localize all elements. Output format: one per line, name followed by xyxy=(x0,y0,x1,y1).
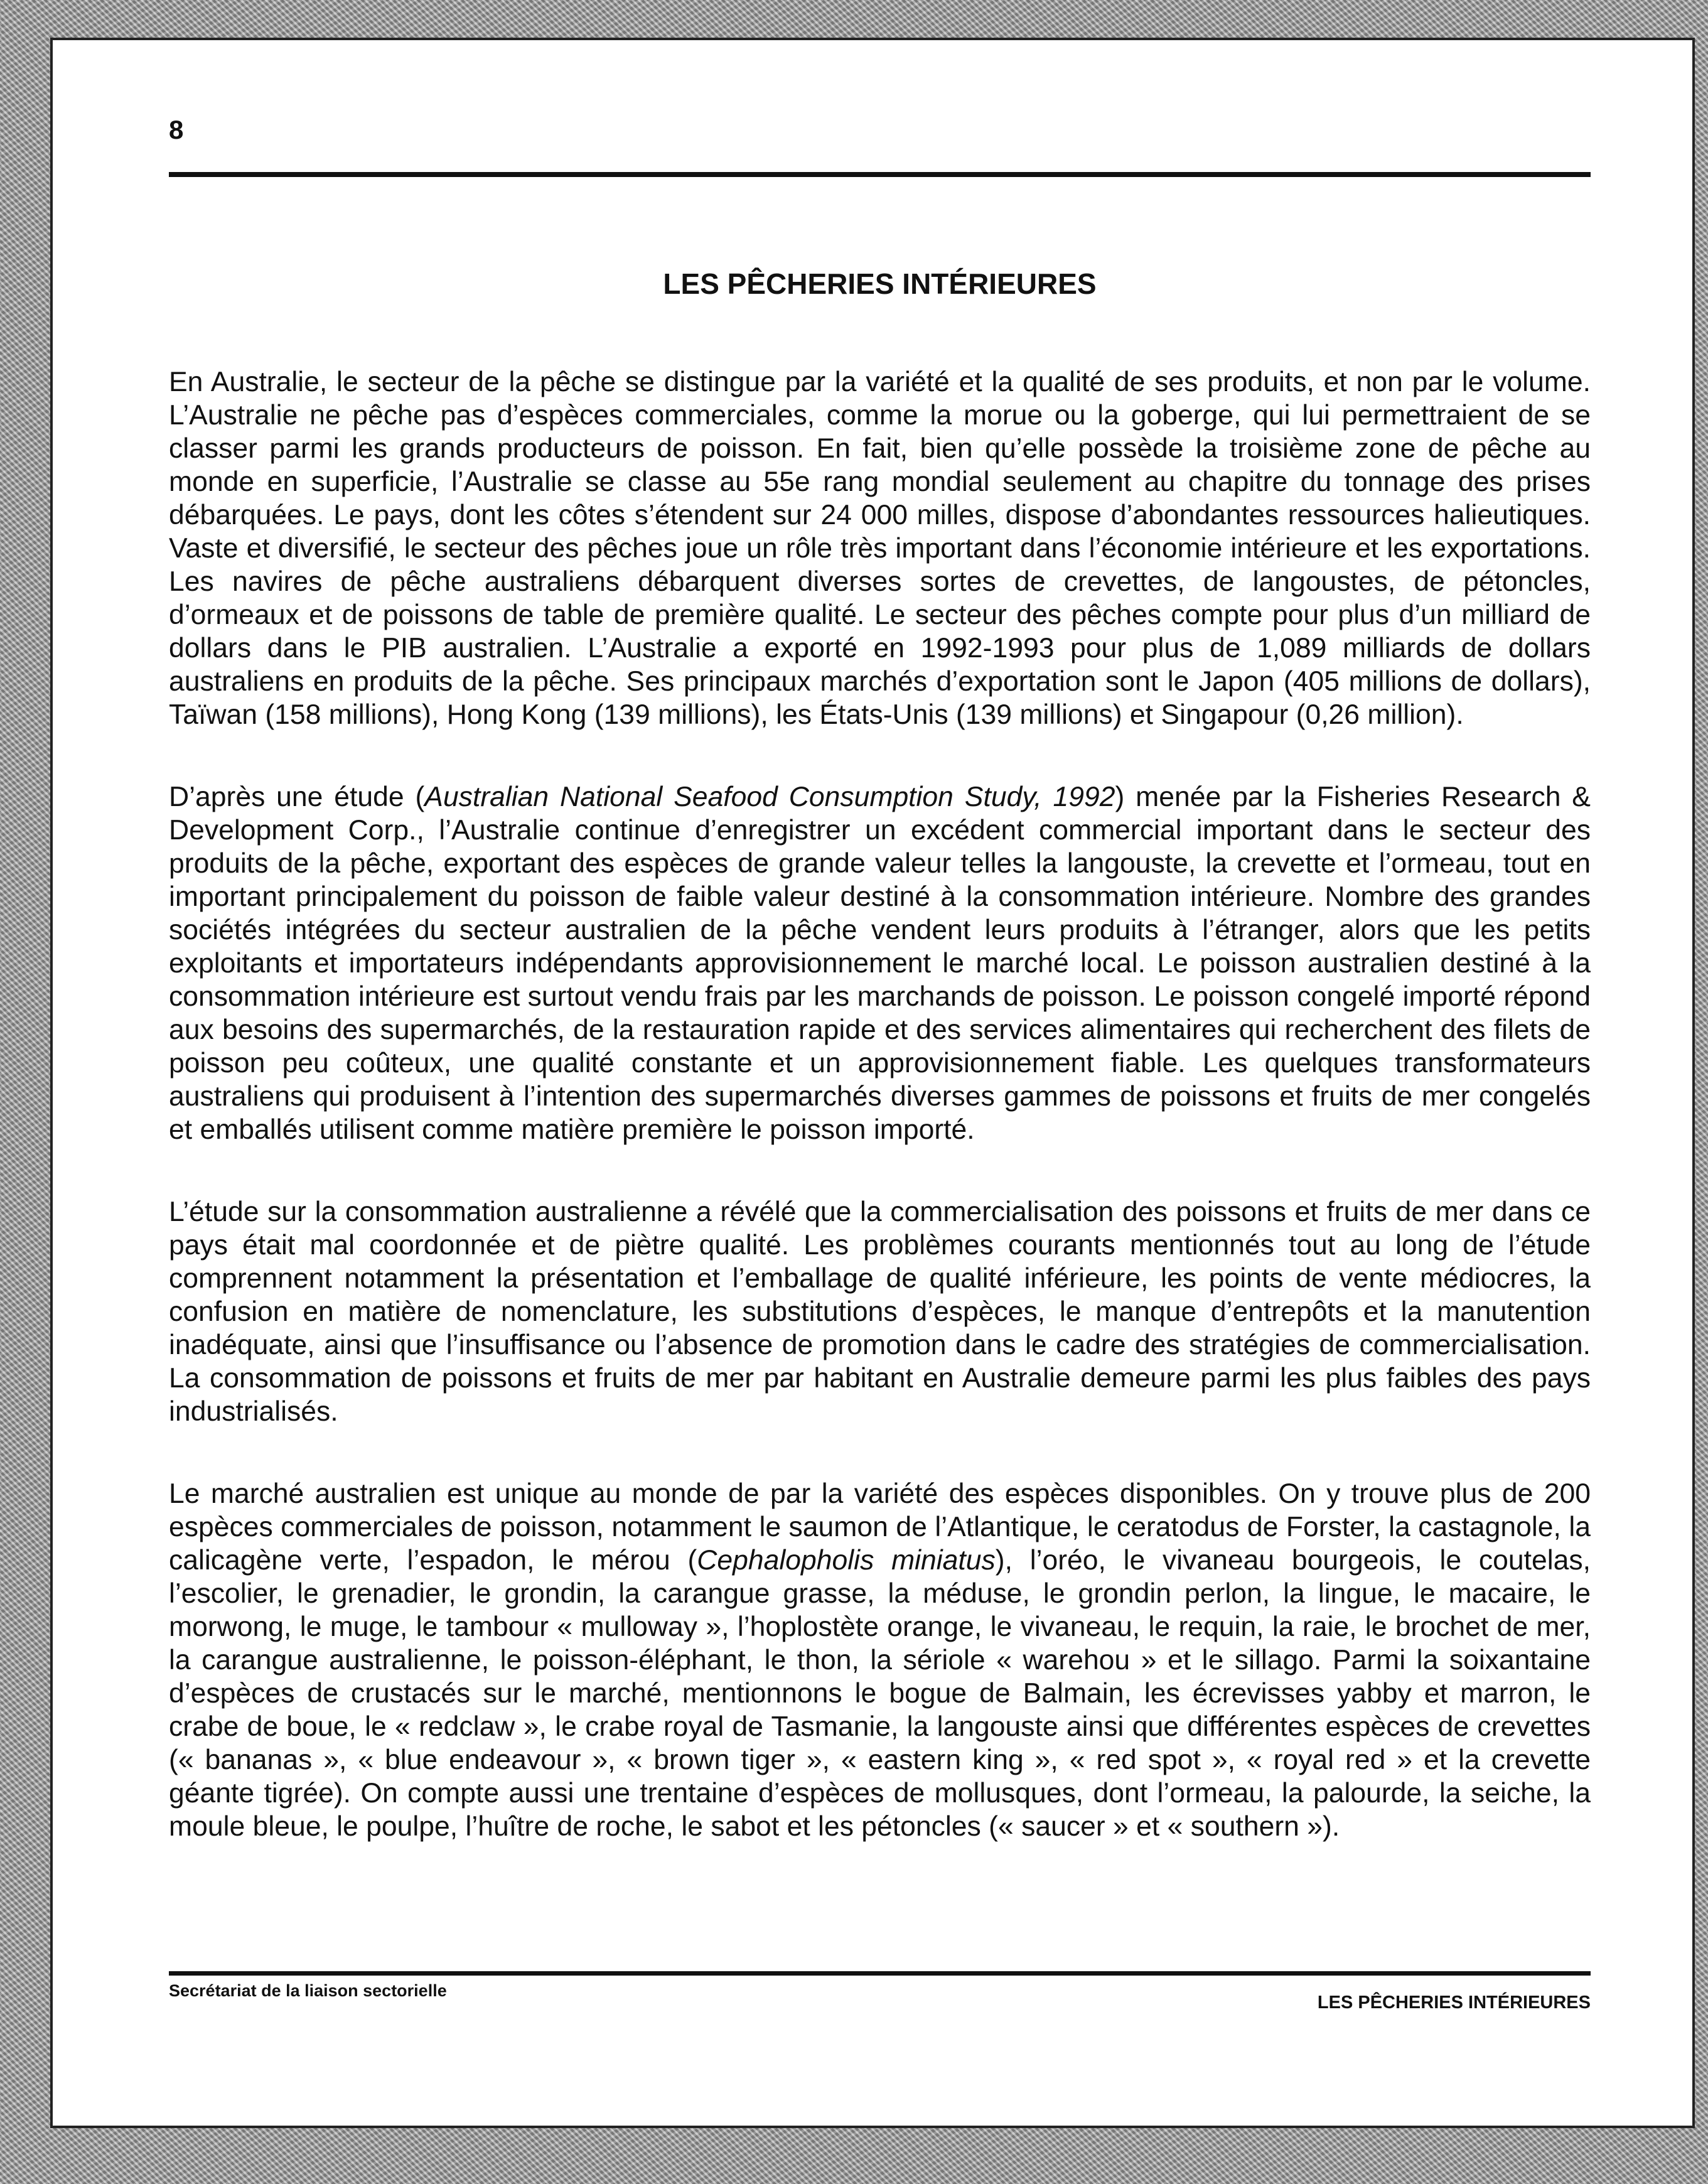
paragraph-4-rest: ), l’oréo, le vivaneau bourgeois, le coutelas, l’escolier, le grenadier, le grondin, la carangue grasse, la méduse, le grondin perlon, la lingue, le macaire, le morwong, le muge, le tambour « mulloway », l’hoplostète orange, le vivaneau, le requin, la raie, le brochet de mer, la carangue australienne, le poisson-éléphant, le thon, la sériole « warehou » et le sillago. Parmi la soixantaine d’espèces de crustacés sur le marché, mentionnons le bogue de Balmain, les écrevisses yabby et marron, le crabe de boue, le « redclaw », le crabe royal de Tasmanie, la langouste ainsi que différentes espèces de crevettes (« bananas », « blue endeavour », « brown tiger », « eastern king », « red spot », « royal red » et la crevette géante tigrée). On compte aussi une trentaine d’espèces de mollusques, dont l’ormeau, la palourde, la seiche, la moule bleue, le poulpe, l’huître de roche, le sabot et les pétoncles (« saucer » et « southern »). xyxy=(169,1545,1591,1842)
paragraph-2-rest: ) menée par la Fisheries Research & Development Corp., l’Australie continue d’enregistrer un excédent commercial important dans le secteur des produits de la pêche, exportant des espèces de grande valeur telles la langouste, la crevette et l’ormeau, tout en important principalement du poisson de faible valeur destiné à la consommation intérieure. Nombre des grandes sociétés intégrées du secteur australien de la pêche vendent leurs produits à l’étranger, alors que les petits exploitants et importateurs indépendants approvisionnement le marché local. Le poisson australien destiné à la consommation intérieure est surtout vendu frais par les marchands de poisson. Le poisson congelé importé répond aux besoins des supermarchés, de la restauration rapide et des services alimentaires qui recherchent des filets de poisson peu coûteux, une qualité constante et un approvisionnement fiable. Les quelques transformateurs australiens qui produisent à l’intention des supermarchés diverses gammes de poissons et fruits de mer congelés et emballés utilisent comme matière première le poisson importé. xyxy=(169,782,1591,1145)
paragraph-2 xyxy=(169,780,1591,1146)
footer-section-title: LES PÊCHERIES INTÉRIEURES xyxy=(1317,1993,1591,2013)
paragraph-3: L’étude sur la consommation australienne a révélé que la commercialisation des poissons et fruits de mer dans ce pays était mal coordonnée et de piètre qualité. Les problèmes courants mentionnés tout au long de l’étude comprennent notamment la présentation et l’emballage de qualité inférieure, les points de vente médiocres, la confusion en matière de nomenclature, les substitutions d’espèces, le manque d’entrepôts et la manutention inadéquate, ainsi que l’insuffisance ou l’absence de promotion dans le cadre des stratégies de commercialisation. La consommation de poissons et fruits de mer par habitant en Australie demeure parmi les plus faibles des pays industrialisés. xyxy=(169,1197,1591,1427)
paragraph-4 xyxy=(169,1477,1591,1843)
paragraph-1: En Australie, le secteur de la pêche se distingue par la variété et la qualité de ses produits, et non par le volume. L’Australie ne pêche pas d’espèces commerciales, comme la morue ou la goberge, qui lui permettraient de se classer parmi les grands producteurs de poisson. En fait, bien qu’elle possède la troisième zone de pêche au monde en superficie, l’Australie se classe au 55e rang mondial seulement au chapitre du tonnage des prises débarquées. Le pays, dont les côtes s’étendent sur 24 000 milles, dispose d’abondantes ressources halieutiques. Vaste et diversifié, le secteur des pêches joue un rôle très important dans l’économie intérieure et les exportations. Les navires de pêche australiens débarquent diverses sortes de crevettes, de langoustes, de pétoncles, d’ormeaux et de poissons de table de première qualité. Le secteur des pêches compte pour plus d’un milliard de dollars dans le PIB australien. L’Australie a exporté en 1992-1993 pour plus de 1,089 milliards de dollars australiens en produits de la pêche. Ses principaux marchés d’exportation sont le Japon (405 millions de dollars), Taïwan (158 millions), Hong Kong (139 millions), les États-Unis (139 millions) et Singapour (0,26 million). xyxy=(169,367,1591,730)
header-rule xyxy=(169,172,1591,177)
study-title: Australian National Seafood Consumption Study, 1992 xyxy=(424,782,1115,812)
paragraph-2-start: D’après une étude ( xyxy=(169,782,425,812)
body-text xyxy=(169,365,1591,1892)
page-content xyxy=(169,114,1638,2060)
paragraph-4-start: Le marché australien est unique au monde de par la variété des espèces disponibles. On y trouve plus de 200 espèces commerciales de poisson, notamment le saumon de l’Atlantique, le ceratodus de Forster, la castagnole, la calicagène verte, l’espadon, le mérou ( xyxy=(169,1478,1591,1576)
footer-publisher: Secrétariat de la liaison sectorielle xyxy=(169,1981,447,2000)
species-latin-name: Cephalopholis miniatus xyxy=(697,1545,996,1576)
page-title: LES PÊCHERIES INTÉRIEURES xyxy=(663,267,1097,300)
page-number: 8 xyxy=(169,115,184,144)
document-page xyxy=(50,38,1695,2128)
footer-rule xyxy=(169,1971,1591,1976)
